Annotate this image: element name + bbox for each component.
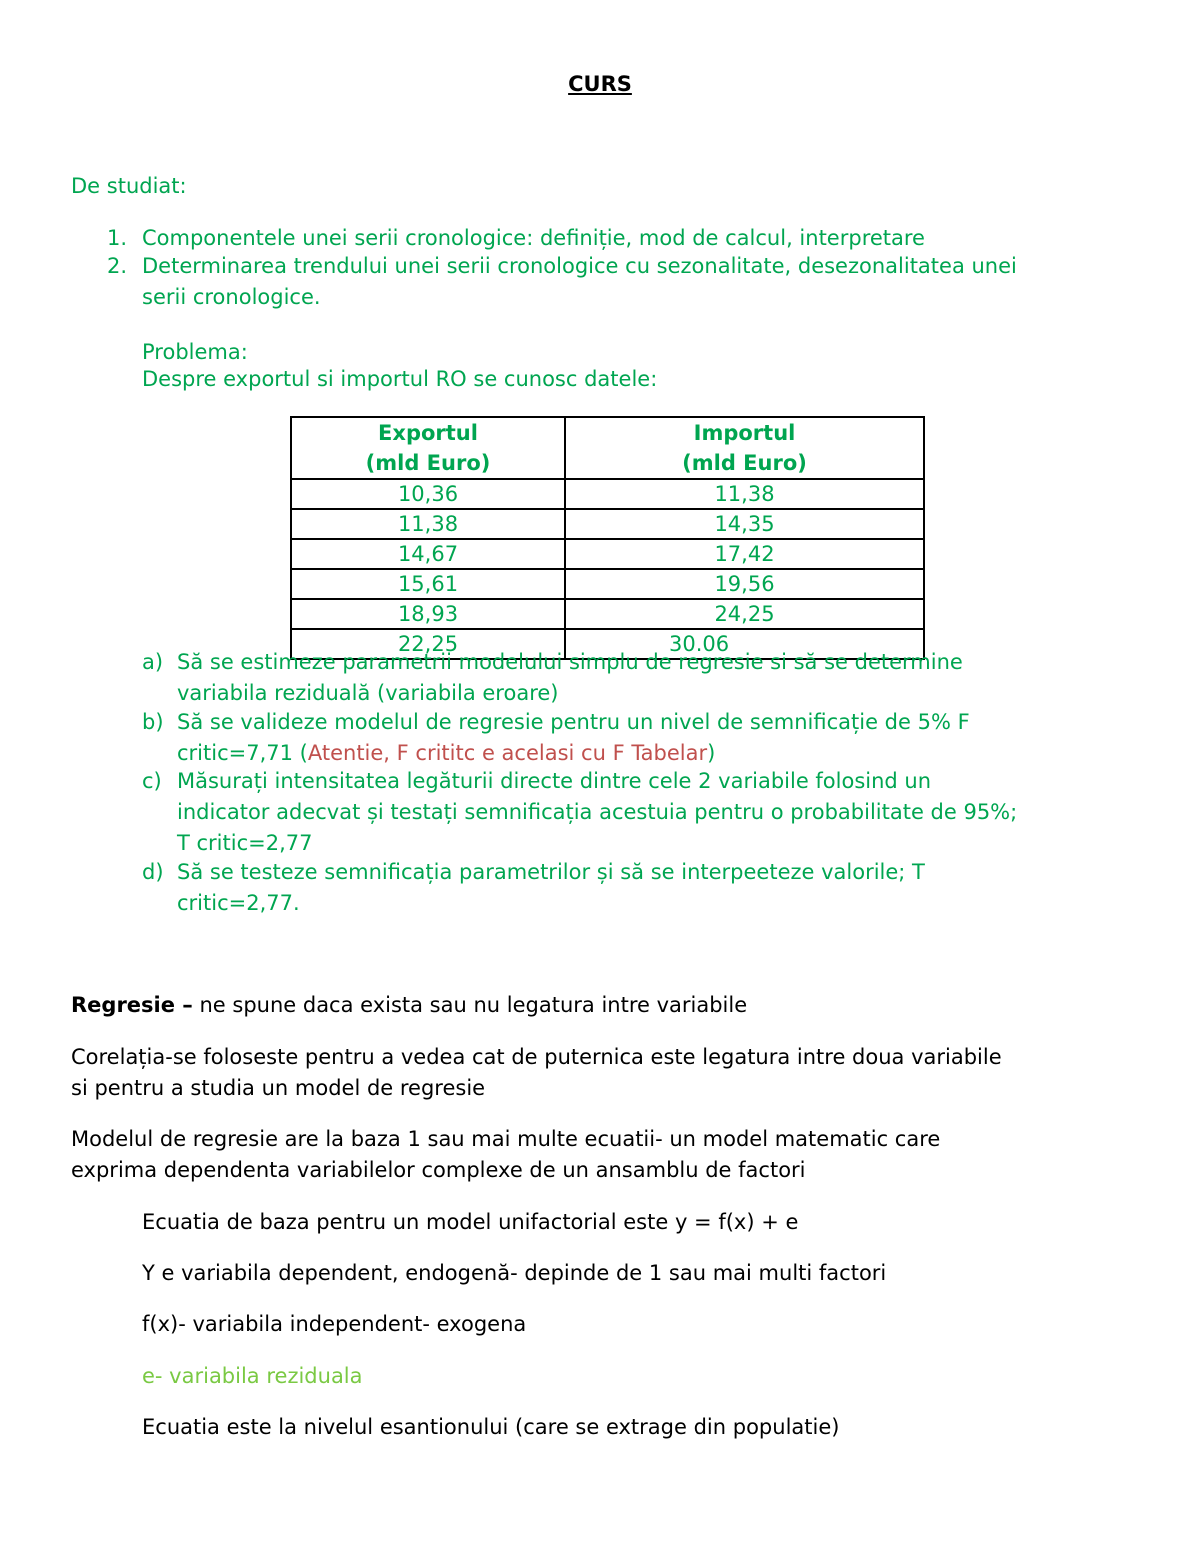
table-cell-import: 30.06 bbox=[565, 629, 924, 659]
table-cell-import: 11,38 bbox=[565, 479, 924, 509]
header-export-line2: (mld Euro) bbox=[365, 451, 491, 475]
modelul-line2: exprima dependenta variabilelor complexe de un ansamblu de factori bbox=[71, 1158, 806, 1182]
table-cell-import: 17,42 bbox=[565, 539, 924, 569]
question-c-line3: T critic=2,77 bbox=[177, 831, 313, 855]
table-cell-import: 24,25 bbox=[565, 599, 924, 629]
ecuatia-nivel: Ecuatia este la nivelul esantionului (care se extrage din populatie) bbox=[142, 1415, 840, 1439]
table-header-import bbox=[565, 417, 924, 479]
question-d-letter: d) bbox=[142, 860, 164, 884]
question-a-line1: Să se estimeze parametrii modelului simplu de regresie si să se determine bbox=[177, 650, 963, 674]
data-table bbox=[290, 416, 925, 660]
page-title: CURS bbox=[568, 72, 632, 96]
problema-intro: Despre exportul si importul RO se cunosc datele: bbox=[142, 367, 658, 391]
question-c-line1: Măsurați intensitatea legăturii directe dintre cele 2 variabile folosind un bbox=[177, 769, 932, 793]
table-row bbox=[291, 569, 924, 599]
regresie-definition: ne spune daca exista sau nu legatura intre variabile bbox=[192, 993, 748, 1017]
list-number-1: 1. bbox=[107, 226, 128, 250]
fx-variable: f(x)- variabila independent- exogena bbox=[142, 1312, 527, 1336]
question-a-letter: a) bbox=[142, 650, 164, 674]
regresie-term: Regresie – bbox=[71, 993, 193, 1017]
table-row bbox=[291, 509, 924, 539]
table-cell-export: 22,25 bbox=[291, 629, 565, 659]
table-row bbox=[291, 599, 924, 629]
list-item-1: Componentele unei serii cronologice: definiție, mod de calcul, interpretare bbox=[142, 226, 925, 250]
table-cell-export: 11,38 bbox=[291, 509, 565, 539]
modelul-line1: Modelul de regresie are la baza 1 sau mai multe ecuatii- un model matematic care bbox=[71, 1127, 941, 1151]
table-cell-export: 18,93 bbox=[291, 599, 565, 629]
list-item-2-line1: Determinarea trendului unei serii cronologice cu sezonalitate, desezonalitatea unei bbox=[142, 254, 1017, 278]
question-b-close: ) bbox=[707, 741, 716, 765]
question-d-line1: Să se testeze semnificația parametrilor și să se interpeeteze valorile; T bbox=[177, 860, 925, 884]
question-b-line2 bbox=[177, 741, 715, 765]
question-b-note: Atentie, F crititc e acelasi cu F Tabelar bbox=[307, 741, 708, 765]
table-header-row bbox=[291, 417, 924, 479]
corelatia-line1: Corelația-se foloseste pentru a vedea cat de puternica este legatura intre doua variabile bbox=[71, 1045, 1002, 1069]
ecuatia-baza: Ecuatia de baza pentru un model unifactorial este y = f(x) + e bbox=[142, 1210, 799, 1234]
table-cell-export: 15,61 bbox=[291, 569, 565, 599]
corelatia-line2: si pentru a studia un model de regresie bbox=[71, 1076, 486, 1100]
regresie-paragraph bbox=[71, 993, 747, 1017]
question-a-line2: variabila reziduală (variabila eroare) bbox=[177, 681, 559, 705]
list-item-2-line2: serii cronologice. bbox=[142, 285, 321, 309]
header-import-line1: Importul bbox=[693, 421, 796, 445]
problema-label: Problema: bbox=[142, 340, 248, 364]
question-b-critic: critic=7,71 ( bbox=[177, 741, 308, 765]
table-cell-export: 10,36 bbox=[291, 479, 565, 509]
studiat-heading: De studiat: bbox=[71, 174, 187, 198]
question-b-line1: Să se valideze modelul de regresie pentru un nivel de semnificație de 5% F bbox=[177, 710, 970, 734]
question-c-letter: c) bbox=[142, 769, 162, 793]
e-variable: e- variabila reziduala bbox=[142, 1364, 363, 1388]
table-row bbox=[291, 539, 924, 569]
header-import-line2: (mld Euro) bbox=[682, 451, 807, 475]
question-d-line2: critic=2,77. bbox=[177, 891, 300, 915]
header-export-line1: Exportul bbox=[378, 421, 478, 445]
table-cell-export: 14,67 bbox=[291, 539, 565, 569]
question-b-letter: b) bbox=[142, 710, 164, 734]
list-number-2: 2. bbox=[107, 254, 128, 278]
table-cell-import: 14,35 bbox=[565, 509, 924, 539]
table-row bbox=[291, 479, 924, 509]
y-variable: Y e variabila dependent, endogenă- depinde de 1 sau mai multi factori bbox=[142, 1261, 887, 1285]
table-header-export bbox=[291, 417, 565, 479]
table-cell-import: 19,56 bbox=[565, 569, 924, 599]
question-c-line2: indicator adecvat și testați semnificația acestuia pentru o probabilitate de 95%; bbox=[177, 800, 1018, 824]
